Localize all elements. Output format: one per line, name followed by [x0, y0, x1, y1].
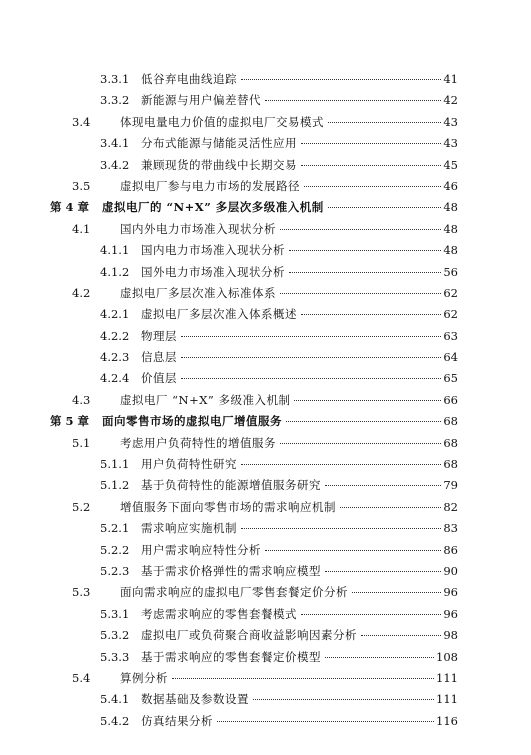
- toc-entry[interactable]: [50, 133, 458, 154]
- toc-entry[interactable]: [50, 240, 458, 261]
- toc-entry-title: 数据基础及参数设置: [141, 692, 249, 707]
- dot-leader: [340, 506, 441, 508]
- toc-entry-page: 64: [443, 350, 458, 365]
- toc-entry-number: 5.3.1: [100, 606, 130, 621]
- toc-entry-title: 虚拟电厂参与电力市场的发展路径: [120, 178, 300, 193]
- toc-entry-number: 4.2: [72, 285, 91, 300]
- toc-entry-page: 96: [443, 585, 458, 600]
- toc-entry-title: 面向零售市场的虚拟电厂增值服务: [102, 414, 282, 429]
- toc-entry[interactable]: [50, 518, 458, 539]
- toc-entry-number: 5.2.2: [100, 542, 130, 557]
- dot-leader: [361, 634, 441, 636]
- toc-entry[interactable]: [50, 219, 458, 240]
- toc-entry-page: 41: [443, 72, 458, 86]
- toc-entry-title: 体现电量电力价值的虚拟电厂交易模式: [120, 114, 324, 129]
- toc-entry[interactable]: [50, 497, 458, 518]
- toc-entry[interactable]: [50, 390, 458, 411]
- toc-entry-page: 68: [443, 414, 458, 429]
- toc-entry-title: 算例分析: [120, 670, 168, 685]
- toc-entry-page: 98: [443, 628, 458, 643]
- toc-entry-number: 5.4.2: [100, 713, 130, 728]
- dot-leader: [328, 206, 442, 208]
- dot-leader: [280, 292, 441, 294]
- toc-entry[interactable]: [50, 561, 458, 582]
- toc-entry-number: 3.4.1: [100, 136, 130, 151]
- toc-entry-page: 63: [443, 328, 458, 343]
- dot-leader: [181, 377, 441, 379]
- toc-entry-number: 3.3.1: [100, 72, 130, 86]
- dot-leader: [325, 570, 441, 572]
- dot-leader: [241, 527, 441, 529]
- toc-entry[interactable]: [50, 454, 458, 475]
- toc-entry[interactable]: [50, 604, 458, 625]
- dot-leader: [181, 356, 441, 358]
- toc-entry-page: 45: [443, 157, 458, 172]
- toc-entry-number: 4.1.1: [100, 243, 130, 258]
- toc-entry-page: 65: [443, 371, 458, 386]
- toc-entry-page: 82: [443, 499, 458, 514]
- toc-entry-page: 111: [436, 670, 458, 685]
- toc-entry[interactable]: [50, 625, 458, 646]
- toc-entry-number: 5.1: [72, 435, 91, 450]
- toc-entry[interactable]: [50, 433, 458, 454]
- toc-entry-number: 4.1: [72, 221, 91, 236]
- toc-entry-title: 基于需求响应的零售套餐定价模型: [141, 649, 321, 664]
- toc-entry[interactable]: [50, 283, 458, 304]
- toc-entry-title: 用户需求响应特性分析: [141, 542, 261, 557]
- toc-entry-page: 42: [443, 93, 458, 108]
- dot-leader: [301, 613, 441, 615]
- toc-entry-number: 3.3.2: [100, 93, 130, 108]
- toc-entry-title: 兼顾现货的带曲线中长期交易: [141, 157, 297, 172]
- toc-entry-title: 虚拟电厂或负荷聚合商收益影响因素分析: [141, 628, 357, 643]
- toc-entry-page: 48: [443, 200, 458, 215]
- toc-entry-number: 3.5: [72, 178, 91, 193]
- toc-entry[interactable]: [50, 647, 458, 668]
- toc-entry-number: 4.2.3: [100, 350, 130, 365]
- dot-leader: [265, 99, 441, 101]
- dot-leader: [265, 549, 441, 551]
- toc-entry-page: 56: [443, 264, 458, 279]
- toc-entry-number: 4.2.4: [100, 371, 130, 386]
- toc-entry-page: 66: [443, 392, 458, 407]
- toc-entry-page: 48: [443, 243, 458, 258]
- toc-entry[interactable]: [50, 176, 458, 197]
- dot-leader: [294, 399, 441, 401]
- dot-leader: [241, 78, 441, 80]
- toc-entry-title: 国外电力市场准入现状分析: [141, 264, 285, 279]
- toc-entry-page: 43: [443, 136, 458, 151]
- toc-entry-title: 基于负荷特性的能源增值服务研究: [141, 478, 321, 493]
- toc-entry-number: 5.3: [72, 585, 91, 600]
- toc-entry-page: 68: [443, 457, 458, 472]
- toc-entry-title: 分布式能源与储能灵活性应用: [141, 136, 297, 151]
- toc-entry-number: 4.2.1: [100, 307, 130, 322]
- toc-entry-number: 5.2.1: [100, 521, 130, 536]
- toc-entry[interactable]: [50, 540, 458, 561]
- toc-entry-page: 108: [436, 649, 458, 664]
- toc-entry[interactable]: [50, 689, 458, 710]
- toc-entry-title: 虚拟电厂多层次准入体系概述: [141, 307, 297, 322]
- toc-entry-number: 3.4: [72, 114, 91, 129]
- toc-entry-title: 信息层: [141, 350, 177, 365]
- dot-leader: [217, 720, 434, 722]
- toc-entry-title: 低谷弃电曲线追踪: [141, 72, 237, 86]
- toc-entry-number: 4.3: [72, 392, 91, 407]
- toc-entry-page: 79: [443, 478, 458, 493]
- dot-leader: [172, 677, 434, 679]
- toc-entry[interactable]: [50, 475, 458, 496]
- toc-entry-number: 5.2.3: [100, 563, 130, 578]
- toc-entry[interactable]: [50, 262, 458, 283]
- dot-leader: [301, 142, 441, 144]
- toc-entry-number: 5.3.2: [100, 628, 130, 643]
- toc-entry[interactable]: [50, 368, 458, 389]
- toc-entry-page: 68: [443, 435, 458, 450]
- toc-entry[interactable]: [50, 155, 458, 176]
- toc-entry-title: 仿真结果分析: [141, 713, 213, 728]
- toc-entry-title: 需求响应实施机制: [141, 521, 237, 536]
- toc-entry-number: 5.1.2: [100, 478, 130, 493]
- toc-entry[interactable]: [50, 711, 458, 732]
- toc-entry-title: 面向需求响应的虚拟电厂零售套餐定价分析: [120, 585, 348, 600]
- toc-entry-number: 5.1.1: [100, 457, 130, 472]
- toc-entry-title: 用户负荷特性研究: [141, 457, 237, 472]
- toc-entry-page: 96: [443, 606, 458, 621]
- dot-leader: [280, 228, 441, 230]
- toc-entry-page: 62: [443, 285, 458, 300]
- dot-leader: [325, 656, 434, 658]
- toc-entry[interactable]: [50, 326, 458, 347]
- dot-leader: [352, 591, 441, 593]
- toc-entry[interactable]: [50, 304, 458, 325]
- toc-entry-page: 90: [443, 563, 458, 578]
- toc-entry-title: 价值层: [141, 371, 177, 386]
- toc-entry-number: 4.1.2: [100, 264, 130, 279]
- toc-entry-number: 5.2: [72, 499, 91, 514]
- toc-entry-page: 62: [443, 307, 458, 322]
- dot-leader: [253, 698, 434, 700]
- dot-leader: [241, 463, 441, 465]
- toc-entry-page: 43: [443, 114, 458, 129]
- toc-entry-page: 83: [443, 521, 458, 536]
- dot-leader: [181, 335, 441, 337]
- toc-entry-title: 考虑用户负荷特性的增值服务: [120, 435, 276, 450]
- toc-entry-page: 46: [443, 178, 458, 193]
- toc-entry[interactable]: [50, 197, 458, 218]
- toc-entry-page: 48: [443, 221, 458, 236]
- toc-entry[interactable]: [50, 90, 458, 111]
- toc-entry-number: 5.4.1: [100, 692, 130, 707]
- dot-leader: [301, 313, 441, 315]
- toc-entry-number: 4.2.2: [100, 328, 130, 343]
- toc-entry[interactable]: [50, 69, 458, 90]
- toc-entry-title: 物理层: [141, 328, 177, 343]
- toc-entry[interactable]: [50, 582, 458, 603]
- toc-entry-number: 3.4.2: [100, 157, 130, 172]
- toc-entry-title: 考虑需求响应的零售套餐模式: [141, 606, 297, 621]
- dot-leader: [304, 185, 441, 187]
- toc-entry[interactable]: [50, 112, 458, 133]
- toc-entry[interactable]: [50, 411, 458, 432]
- toc-entry-number: 第 5 章: [50, 414, 90, 429]
- toc-entry-page: 111: [436, 692, 458, 707]
- table-of-contents: [50, 69, 458, 732]
- toc-entry-title: 虚拟电厂的 “N+X” 多层次多级准入机制: [102, 200, 324, 215]
- toc-entry-number: 5.4: [72, 670, 91, 685]
- toc-entry-page: 86: [443, 542, 458, 557]
- toc-entry-title: 虚拟电厂多层次准入标准体系: [120, 285, 276, 300]
- dot-leader: [325, 484, 441, 486]
- toc-entry-title: 虚拟电厂 “N+X” 多级准入机制: [120, 392, 291, 407]
- toc-entry-title: 新能源与用户偏差替代: [141, 93, 261, 108]
- dot-leader: [286, 420, 441, 422]
- dot-leader: [280, 442, 441, 444]
- toc-entry-number: 第 4 章: [50, 200, 90, 215]
- toc-entry-title: 国内电力市场准入现状分析: [141, 243, 285, 258]
- toc-entry-title: 基于需求价格弹性的需求响应模型: [141, 563, 321, 578]
- toc-entry-page: 116: [436, 713, 458, 728]
- toc-entry-title: 国内外电力市场准入现状分析: [120, 221, 276, 236]
- toc-entry-number: 5.3.3: [100, 649, 130, 664]
- dot-leader: [289, 249, 441, 251]
- toc-entry-title: 增值服务下面向零售市场的需求响应机制: [120, 499, 336, 514]
- dot-leader: [289, 271, 441, 273]
- toc-entry[interactable]: [50, 668, 458, 689]
- dot-leader: [328, 121, 441, 123]
- dot-leader: [301, 164, 441, 166]
- toc-entry[interactable]: [50, 347, 458, 368]
